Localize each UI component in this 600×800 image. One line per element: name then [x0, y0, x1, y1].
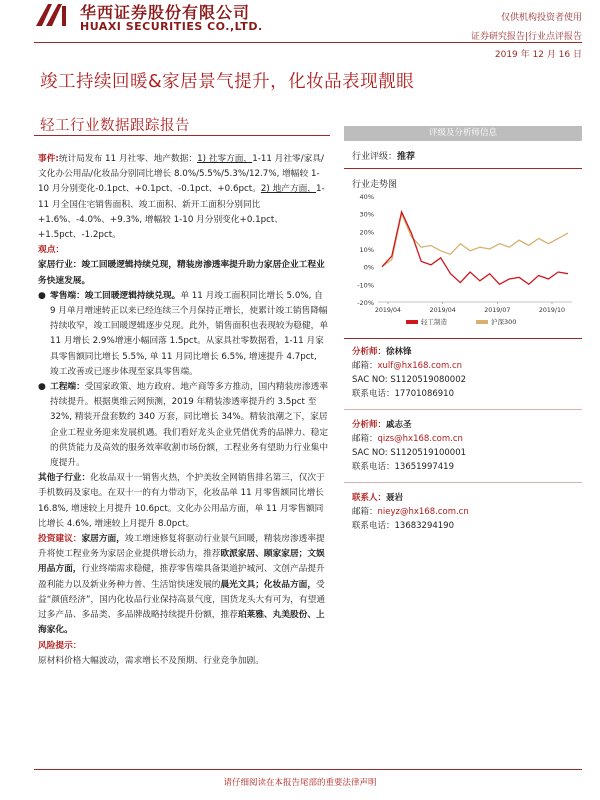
y-tick-label: 30% [359, 210, 374, 219]
home-summary: 家居行业：竣工回暖逻辑持续兑现，精装房渗透率提升助力家居企业工程业务快速发展。 [38, 260, 325, 286]
header-rule [34, 42, 582, 43]
x-tick-label: 2019/04 [429, 307, 456, 314]
industry-rating: 行业评级：推荐 [344, 141, 582, 169]
chart-rule [344, 338, 582, 339]
audience-note: 仅供机构投资者使用 [500, 13, 582, 23]
x-tick-label: 2019/04 [374, 307, 402, 314]
report-subtitle: 轻工行业数据跟踪报告 [40, 118, 190, 134]
legend-label: 轻工制造 [421, 318, 447, 326]
analyst-card [344, 491, 582, 533]
y-tick-label: -10% [357, 281, 374, 290]
trend-chart [344, 190, 582, 330]
tel-label: 联系电话： [352, 462, 395, 472]
tel-label: 联系电话： [352, 389, 395, 399]
legend-label: 沪深300 [491, 318, 517, 326]
other-paragraph: 其他子行业：化妆品双十一销售火热，个护美妆全网销售排名第三，仅次于手机数码及家电。在双十一的有力带动下，化妆品单 11 月零售额同比增长 16.8%, 增速较上月提升 10.6pct。文化办公用品方面，单 11 月零售额同比增长 4.6%, 增速较上月提升 8.0pct。 [38, 473, 325, 529]
sidebar [344, 126, 582, 541]
legend-swatch [476, 320, 488, 324]
y-tick-label: 0% [363, 263, 374, 272]
series-line [382, 214, 568, 267]
analyst-tel: 13683294190 [394, 521, 455, 531]
bullet-icon: ● [38, 382, 46, 393]
sac-label: SAC NO: [352, 375, 388, 385]
analyst-sac: S1120519080002 [390, 375, 467, 385]
tel-label: 联系电话： [352, 521, 395, 531]
series-line [382, 212, 568, 284]
analyst-card [344, 418, 582, 474]
sidebar-head: 评级及分析师信息 [344, 126, 582, 141]
bullet-engineering: ● 工程端：受国家政策、地方政府、地产商等多方推动，国内精装房渗透率持续提升。根据奥维云网预测，2019 年精装渗透率提升约 3.5pct 至 32%, 精装开盘套数约 340 万套，同比增长 34%。精装浪潮之下，家居企业工程业务迎来发展机遇。我们看好龙头企业凭借优秀的品牌力、稳定的供货能力及高效的服务效率收割市场份额，工程业务有望助力行业集中度提升。 [38, 380, 328, 471]
risk-text: 原材料价格大幅波动，需求增长不及预期、行业竞争加剧。 [38, 655, 264, 666]
x-tick-label: 2019/10 [538, 307, 566, 314]
report-body [38, 152, 328, 669]
analyst-tel: 17701086910 [394, 389, 455, 399]
footer-notice: 请仔细阅读在本报告尾部的重要法律声明 [223, 778, 377, 788]
analyst-title: 联系人： [352, 493, 387, 503]
bullet-icon: ● [38, 290, 46, 301]
analyst-email[interactable]: qizs@hx168.com.cn [377, 434, 463, 444]
y-tick-label: 10% [359, 246, 374, 254]
sac-label: SAC NO: [352, 448, 388, 458]
analyst-title: 分析师： [352, 347, 387, 357]
analyst-sac: S1120519100001 [390, 448, 467, 458]
y-tick-label: 40% [359, 193, 374, 201]
analyst-email[interactable]: xulf@hx168.com.cn [377, 361, 463, 371]
company-name-en: HUAXI SECURITIES CO.,LTD. [80, 20, 263, 33]
analyst-email[interactable]: nieyz@hx168.com.cn [377, 507, 469, 517]
analyst-list [344, 345, 582, 533]
y-tick-label: -20% [357, 299, 374, 307]
company-name-cn: 华西证券股份有限公司 [80, 3, 251, 22]
analyst-name: 徐林锋 [386, 347, 412, 357]
y-tick-label: 20% [359, 228, 374, 237]
advice-paragraph: 投资建议：家居方面，竣工增速修复将驱动行业景气回暖，精装房渗透率提升将使工程业务为家居企业提供增长动力，推荐欧派家居、顾家家居；文娱用品方面，行业终端需求稳健，推荐零售端具备渠道护城河、文创产品提升盈利能力以及新业务种力普、生活馆快速发展的晨光文具；化妆品方面，受益“颜值经济”，国内化妆品行业保持高景气度，国货龙头大有可为，有望通过多产品、多品类、多品牌战略持续提升份额，推荐珀莱雅、丸美股份、上海家化。 [38, 534, 326, 636]
risk-label: 风险提示： [38, 640, 82, 651]
subtitle-rule [34, 135, 330, 136]
analyst-divider [344, 409, 582, 410]
report-date: 2019 年 12 月 16 日 [494, 50, 582, 60]
email-label: 邮箱： [352, 434, 378, 444]
report-title: 竣工持续回暖&家居景气提升，化妆品表现靓眼 [40, 72, 415, 92]
analyst-tel: 13651997419 [394, 462, 455, 472]
analyst-card [344, 345, 582, 401]
legend-swatch [406, 320, 418, 324]
chart-title: 行业走势图 [352, 180, 398, 190]
event-paragraph: 事件:统计局发布 11 月社零、地产数据：1) 社零方面，1-11 月社零/家具/文化办公用品/化妆品分别同比增长 8.0%/5.5%/5.3%/12.7%, 增幅较 1-10 月分别变化-0.1pct、+0.1pct、-0.1pct、+0.6pct。2) 地产方面，1-11 月全国住宅销售面积、竣工面积、新开工面积分别同比+1.6%、-4.0%、+9.3%, 增幅较 1-10 月分别变化+0.1pct、+1.5pct、-1.2pct。 [38, 154, 325, 241]
email-label: 邮箱： [352, 361, 378, 371]
x-tick-label: 2019/07 [484, 307, 511, 314]
huaxi-logo-icon [34, 2, 76, 28]
analyst-divider [344, 482, 582, 483]
analyst-name: 聂岩 [386, 493, 404, 503]
analyst-title: 分析师： [352, 420, 387, 430]
bullet-retail: ● 零售端：竣工回暖逻辑持续兑现。单 11 月竣工面积同比增长 5.0%, 自 9 月单月增速转正以来已经连续三个月保持正增长，使累计竣工销售降幅持续收窄，竣工回暖逻辑逐步兑现。此外，销售面积也表现较为稳健，单 11 月增长 2.9%增速小幅回落 1.5pct。从家具社零数据看，1-11 月家具零售额同比增长 5.5%, 单 11 月同比增长 6.5%, 增速提升 4.7pct, 竣工改善或已逐步体现至家具零售端。 [38, 289, 328, 380]
analyst-name: 戚志圣 [386, 420, 412, 430]
footer-rule [34, 769, 582, 770]
email-label: 邮箱： [352, 507, 378, 517]
event-label: 事件: [38, 154, 59, 164]
view-label: 观点： [38, 245, 65, 256]
report-type: 证券研究报告|行业点评报告 [470, 32, 582, 42]
